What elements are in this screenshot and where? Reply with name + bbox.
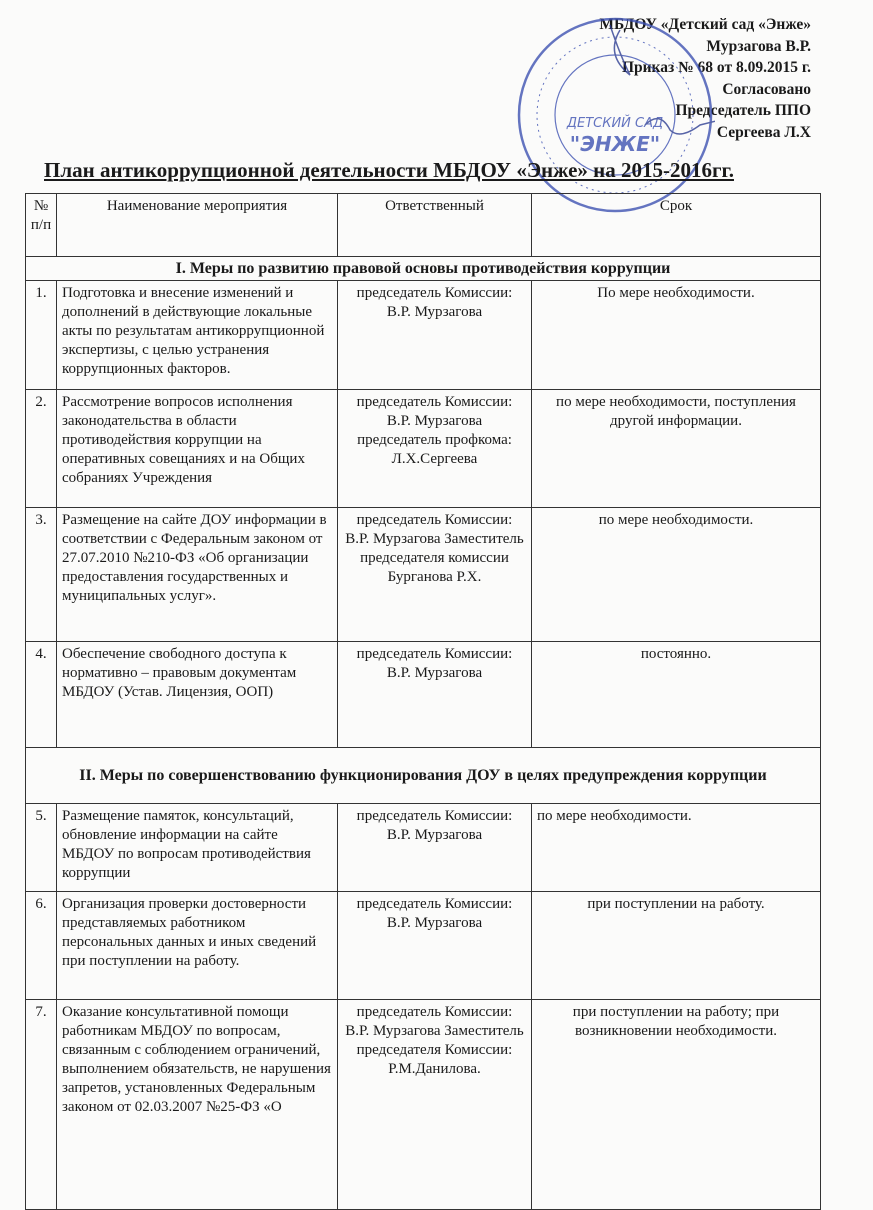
row-term: по мере необходимости. [532,508,821,642]
row-responsible: председатель Комиссии: В.Р. Мурзагова [338,892,532,1000]
row-term: по мере необходимости. [532,804,821,892]
row-name: Оказание консультативной помощи работникам МБДОУ по вопросам, связанным с соблюдением ограничений, выполнением обязательств, не нарушения запретов, установленных Федеральным законом от 02.03.2007 №25-ФЗ «О [57,1000,338,1210]
row-name: Размещение на сайте ДОУ информации в соответствии с Федеральным законом от 27.07.2010 №210-ФЗ «Об организации предоставления государственных и муниципальных услуг». [57,508,338,642]
approval-line: Председатель ППО [675,102,811,119]
header-num: № п/п [26,194,57,257]
row-name: Рассмотрение вопросов исполнения законодательства в области противодействия коррупции на оперативных совещаниях и на Общих собраниях Учреждения [57,390,338,508]
row-num: 7. [26,1000,57,1210]
row-responsible: председатель Комиссии: В.Р. Мурзагова председатель профкома: Л.Х.Сергеева [338,390,532,508]
row-num: 3. [26,508,57,642]
section-title: I. Меры по развитию правовой основы противодействия коррупции [26,257,821,281]
approval-line: МБДОУ «Детский сад «Энже» [599,16,811,33]
row-num: 5. [26,804,57,892]
row-responsible: председатель Комиссии: В.Р. Мурзагова [338,281,532,390]
approval-line: Мурзагова В.Р. [706,37,811,55]
approval-block [599,14,811,143]
header-term: Срок [532,194,821,257]
document-title: План антикоррупционной деятельности МБДОУ «Энже» на 2015-2016гг. [44,158,734,182]
table-row [26,804,821,892]
table-row [26,390,821,508]
header-responsible: Ответственный [338,194,532,257]
row-num: 1. [26,281,57,390]
table-row [26,642,821,748]
row-name: Размещение памяток, консультаций, обновление информации на сайте МБДОУ по вопросам противодействия коррупции [57,804,338,892]
row-term: по мере необходимости, поступления другой информации. [532,390,821,508]
row-responsible: председатель Комиссии: В.Р. Мурзагова [338,804,532,892]
row-term: постоянно. [532,642,821,748]
plan-table [25,193,821,1210]
stamp-text: ДЕТСКИЙ САД [566,116,664,131]
row-responsible: председатель Комиссии: В.Р. Мурзагова Заместитель председателя комиссии Бурганова Р.Х. [338,508,532,642]
row-responsible: председатель Комиссии: В.Р. Мурзагова Заместитель председателя Комиссии: Р.М.Данилова. [338,1000,532,1210]
section-title: II. Меры по совершенствованию функционирования ДОУ в целях предупреждения коррупции [26,748,821,804]
approval-line: Приказ № 68 от 8.09.2015 г. [621,59,811,76]
row-name: Подготовка и внесение изменений и дополнений в действующие локальные акты по результатам антикоррупционной экспертизы, с целью устранения коррупционных факторов. [57,281,338,390]
row-num: 2. [26,390,57,508]
table-row [26,281,821,390]
row-num: 4. [26,642,57,748]
row-num: 6. [26,892,57,1000]
stamp-name: "ЭНЖЕ" [569,132,661,156]
table-row [26,1000,821,1210]
table-row [26,892,821,1000]
row-term: По мере необходимости. [532,281,821,390]
approval-line: Сергеева Л.Х [716,123,811,141]
row-name: Организация проверки достоверности представляемых работником персональных данных и иных сведений при поступлении на работу. [57,892,338,1000]
row-name: Обеспечение свободного доступа к нормативно – правовым документам МБДОУ (Устав. Лицензия, ООП) [57,642,338,748]
table-header-row [26,194,821,257]
table-row [26,508,821,642]
header-name: Наименование мероприятия [57,194,338,257]
row-term: при поступлении на работу; при возникновении необходимости. [532,1000,821,1210]
row-term: при поступлении на работу. [532,892,821,1000]
approval-line: Согласовано [722,80,811,98]
row-responsible: председатель Комиссии: В.Р. Мурзагова [338,642,532,748]
